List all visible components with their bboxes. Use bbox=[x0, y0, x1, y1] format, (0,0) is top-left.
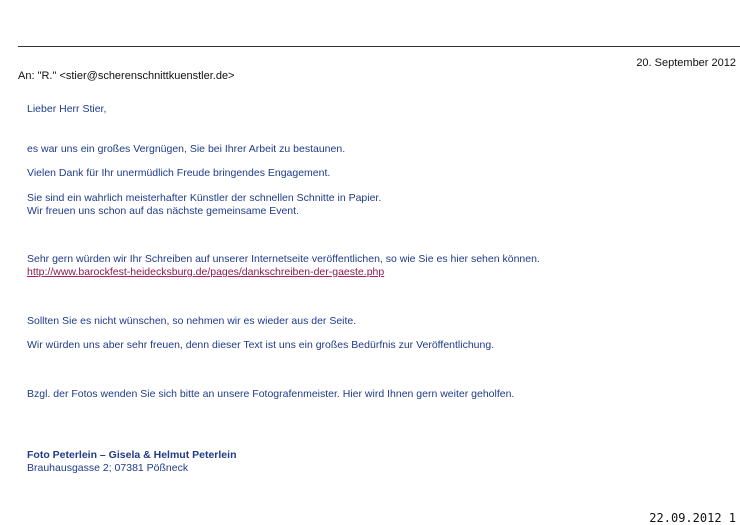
paragraph-3-line-2: Wir freuen uns schon auf das nächste gemeinsame Event. bbox=[27, 205, 299, 217]
paragraph-6: Wir würden uns aber sehr freuen, denn dieser Text ist uns ein großes Bedürfnis zur Veröffentlichung. bbox=[27, 339, 495, 351]
recipient-line bbox=[18, 70, 234, 82]
signature-name: Foto Peterlein – Gisela & Helmut Peterlein bbox=[27, 449, 237, 461]
website-link[interactable]: http://www.barockfest-heidecksburg.de/pages/dankschreiben-der-gaeste.php bbox=[27, 266, 385, 278]
recipient-label: An: bbox=[18, 70, 35, 82]
paragraph-2: Vielen Dank für Ihr unermüdlich Freude bringendes Engagement. bbox=[27, 167, 331, 179]
letter-date: 20. September 2012 bbox=[636, 57, 736, 69]
paragraph-4: Sehr gern würden wir Ihr Schreiben auf unserer Internetseite veröffentlichen, so wie Sie es hier sehen können. bbox=[27, 253, 540, 265]
signature-address: Brauhausgasse 2; 07381 Pößneck bbox=[27, 462, 189, 474]
paragraph-1: es war uns ein großes Vergnügen, Sie bei Ihrer Arbeit zu bestaunen. bbox=[27, 143, 346, 155]
paragraph-3-line-1: Sie sind ein wahrlich meisterhafter Künstler der schnellen Schnitte in Papier. bbox=[27, 192, 382, 204]
recipient-address: "R." <stier@scherenschnittkuenstler.de> bbox=[37, 70, 235, 82]
print-timestamp: 22.09.2012 1 bbox=[649, 511, 736, 525]
link-line bbox=[27, 266, 384, 279]
paragraph-7: Bzgl. der Fotos wenden Sie sich bitte an unsere Fotografenmeister. Hier wird Ihnen gern weiter geholfen. bbox=[27, 388, 515, 400]
paragraph-5: Sollten Sie es nicht wünschen, so nehmen wir es wieder aus der Seite. bbox=[27, 315, 357, 327]
header-divider bbox=[18, 46, 740, 47]
greeting: Lieber Herr Stier, bbox=[27, 103, 107, 115]
